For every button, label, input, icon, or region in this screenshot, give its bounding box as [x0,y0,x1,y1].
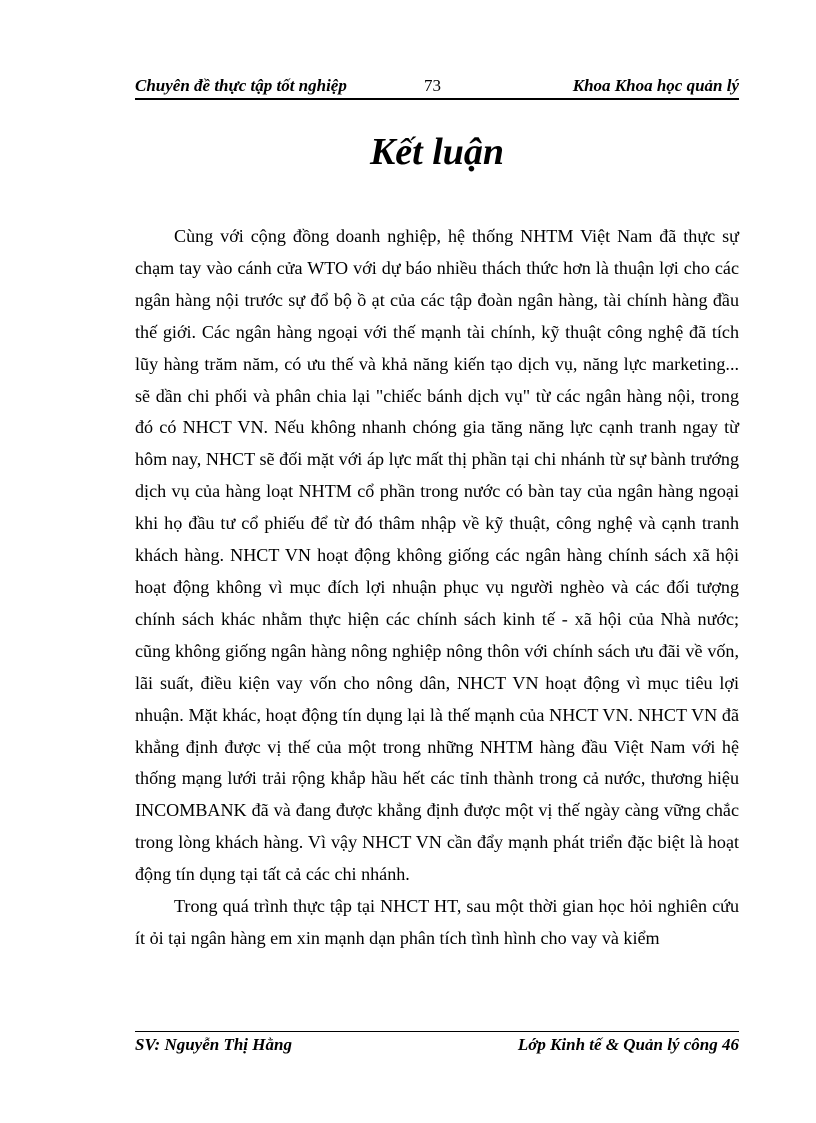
footer-student-name: SV: Nguyễn Thị Hằng [135,1035,292,1054]
page-footer [135,1031,739,1061]
body-text [135,221,739,955]
header-faculty: Khoa Khoa học quản lý [572,76,739,95]
page-number: 73 [424,76,441,95]
footer-class-name: Lớp Kinh tế & Quản lý công 46 [517,1035,739,1054]
paragraph-1: Cùng với cộng đồng doanh nghiệp, hệ thống NHTM Việt Nam đã thực sự chạm tay vào cánh cửa WTO với dự báo nhiều thách thức hơn là thuận lợi cho các ngân hàng nội trước sự đổ bộ ồ ạt của các tập đoàn ngân hàng, tài chính hàng đầu thế giới. Các ngân hàng ngoại với thế mạnh tài chính, kỹ thuật công nghệ đã tích lũy hàng trăm năm, có ưu thế và khả năng kiến tạo dịch vụ, năng lực marketing... sẽ dần chi phối và phân chia lại "chiếc bánh dịch vụ" từ các ngân hàng nội, trong đó có NHCT VN. Nếu không nhanh chóng gia tăng năng lực cạnh tranh ngay từ hôm nay, NHCT sẽ đối mặt với áp lực mất thị phần tại chi nhánh từ sự bành trướng dịch vụ của hàng loạt NHTM cổ phần trong nước có bàn tay của ngân hàng ngoại khi họ đầu tư cổ phiếu để từ đó thâm nhập về kỹ thuật, công nghệ và cạnh tranh khách hàng. NHCT VN hoạt động không giống các ngân hàng chính sách xã hội hoạt động không vì mục đích lợi nhuận phục vụ người nghèo và các đối tượng chính sách khác nhằm thực hiện các chính sách kinh tế - xã hội của Nhà nước; cũng không giống ngân hàng nông nghiệp nông thôn với chính sách ưu đãi về vốn, lãi suất, điều kiện vay vốn cho nông dân, NHCT VN hoạt động vì mục tiêu lợi nhuận. Mặt khác, hoạt động tín dụng lại là thế mạnh của NHCT VN. NHCT VN đã khẳng định được vị thế của một trong những NHTM hàng đầu Việt Nam với hệ thống mạng lưới trải rộng khắp hầu hết các tỉnh thành trong cả nước, thương hiệu INCOMBANK đã và đang được khẳng định được một vị thế ngày càng vững chắc trong lòng khách hàng. Vì vậy NHCT VN cần đẩy mạnh phát triển đặc biệt là hoạt động tín dụng tại tất cả các chi nhánh. [135,226,739,885]
page-title: Kết luận [369,131,505,173]
page-header [135,76,739,100]
paragraph-2: Trong quá trình thực tập tại NHCT HT, sau một thời gian học hỏi nghiên cứu ít ỏi tại ngân hàng em xin mạnh dạn phân tích tình hình cho vay và kiểm [135,896,739,948]
header-thesis-type: Chuyên đề thực tập tốt nghiệp [135,76,347,95]
